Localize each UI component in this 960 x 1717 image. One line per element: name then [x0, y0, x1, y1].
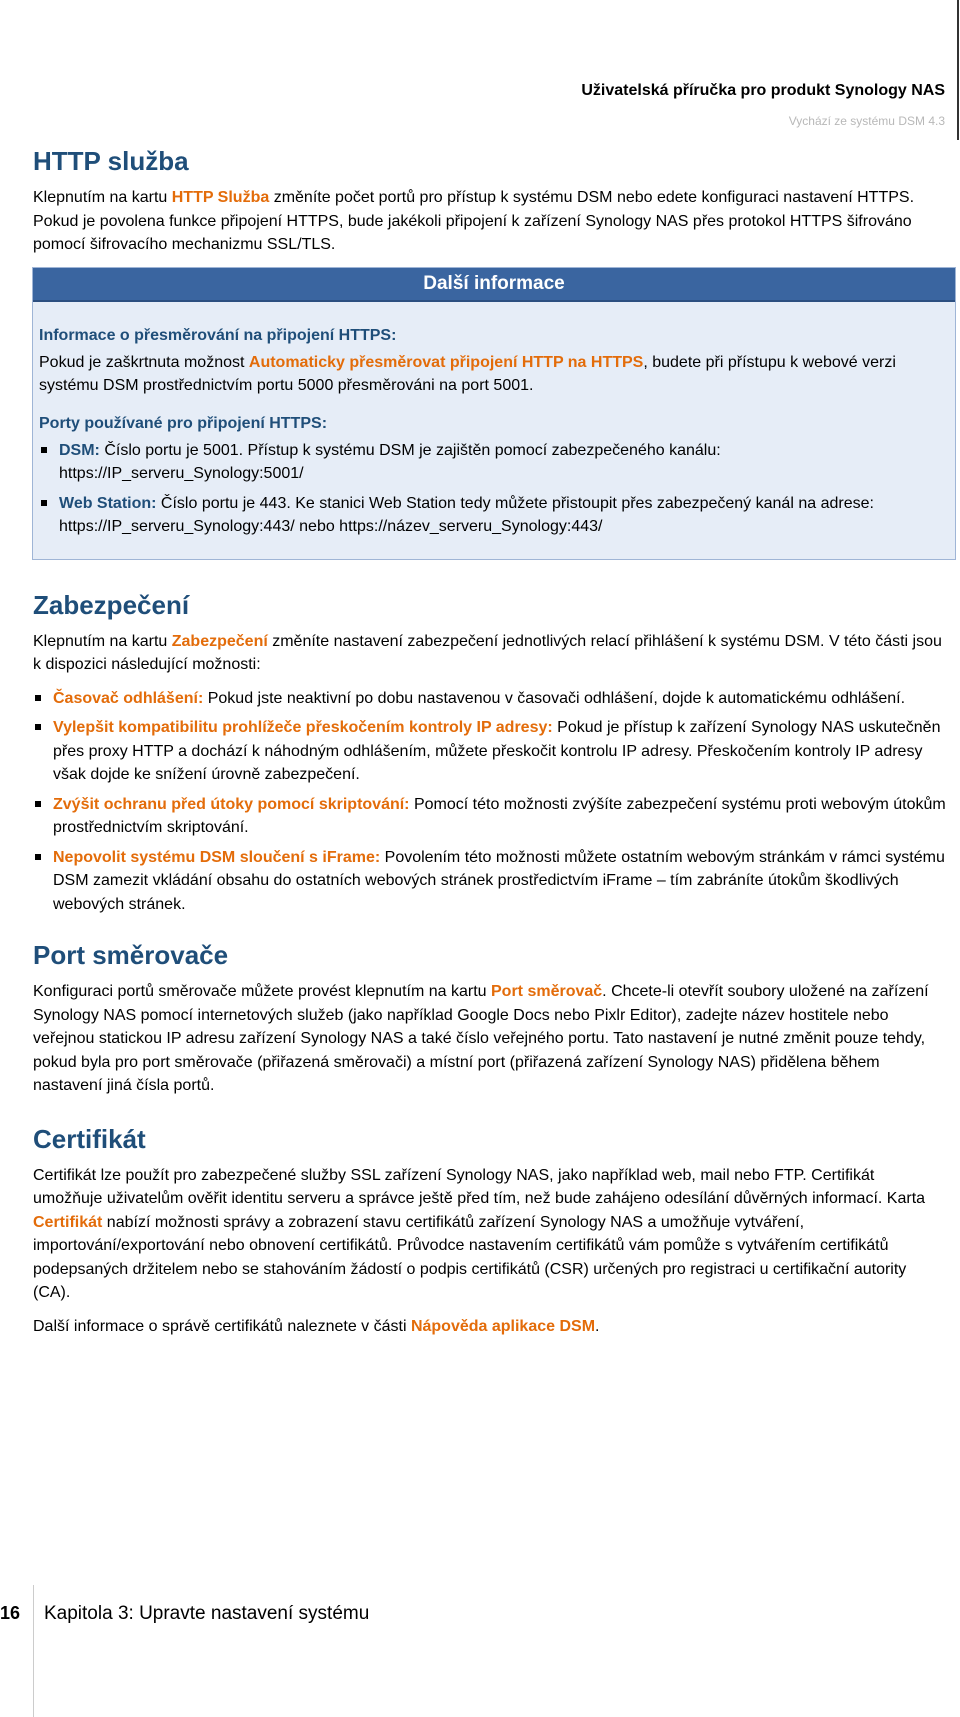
page-number: 16	[0, 1603, 21, 1623]
square-bullet-icon	[35, 695, 41, 701]
square-bullet-icon	[35, 801, 41, 807]
ports-list	[39, 439, 947, 539]
list-item: DSM: Číslo portu je 5001. Přístup k systému DSM je zajištěn pomocí zabezpečeného kanálu: https://IP_serveru_Synology:5001/	[39, 439, 947, 486]
security-tab-link: Zabezpečení	[171, 632, 268, 650]
square-bullet-icon	[35, 724, 41, 730]
square-bullet-icon	[41, 500, 47, 506]
footer-rule	[33, 1585, 34, 1717]
list-item: Vylepšit kompatibilitu prohlížeče přeskočením kontroly IP adresy: Pokud je přístup k zařízení Synology NAS uskutečněn přes proxy HTTP a dochází k náhodným odhlášením, můžete přeskočit kontrolu IP adresy. Přeskočením kontroly IP adresy však dojde ke snížení úrovně zabezpečení.	[33, 716, 948, 787]
section-heading-certificate: Certifikát	[33, 1123, 146, 1154]
dsm-help-link[interactable]: Nápověda aplikace DSM	[410, 1317, 596, 1335]
auto-redirect-option: Automaticky přesměrovat připojení HTTP na HTTPS	[248, 353, 644, 371]
info-subheading-ports: Porty používané pro připojení HTTPS:	[39, 414, 328, 432]
list-item: Nepovolit systému DSM sloučení s iFrame: Povolením této možnosti můžete ostatním webovým stránkám v rámci systému DSM zamezit vkládání obsahu do ostatních webových stránek prostředictvím iFrame – tím zabráníte útokům škodlivých webových stránek.	[33, 846, 948, 917]
square-bullet-icon	[41, 447, 47, 453]
chapter-title: Kapitola 3: Upravte nastavení systému	[44, 1603, 370, 1624]
security-options-list	[33, 687, 948, 917]
router-port-tab-link: Port směrovač	[491, 983, 603, 1000]
list-item: Web Station: Číslo portu je 443. Ke stanici Web Station tedy můžete přistoupit přes zabezpečený kanál na adrese: https://IP_serveru_Synology:443/ nebo https://název_serveru_Synology:443/	[39, 492, 947, 539]
security-paragraph: Klepnutím na kartu Zabezpečení změníte nastavení zabezpečení jednotlivých relací přihlášení k systému DSM. V této části jsou k dispozici následující možnosti:	[33, 632, 942, 673]
router-paragraph: Konfiguraci portů směrovače můžete provést klepnutím na kartu Port směrovač. Chcete-li otevřít soubory uložené na zařízení Synology NAS pomocí internetových služeb (jako například Google Docs nebo Pixlr Editor), zadejte název hostitele nebo veřejnou statickou IP adresu zařízení Synology NAS a také číslo veřejného portu. Tato nastavení je nutné změnit pouze tehdy, pokud byla pro port směrovače (přiřazená směrovači) a místní port (přiřazená zařízení Synology NAS) přidělena během nastavení jiná čísla portů.	[33, 983, 929, 1094]
info-redirect-paragraph: Pokud je zaškrtnuta možnost Automaticky přesměrovat připojení HTTP na HTTPS, budete při přístupu k webové verzi systému DSM prostřednictvím portu 5000 přesměrováni na port 5001.	[39, 353, 896, 394]
header-rule	[957, 0, 959, 140]
page-content	[33, 146, 948, 1348]
list-item: Časovač odhlášení: Pokud jste neaktivní po dobu nastavenou v časovači odhlášení, dojde k automatickému odhlášení.	[33, 687, 948, 711]
info-subheading-redirect: Informace o přesměrování na připojení HTTPS:	[39, 326, 397, 344]
certificate-help-paragraph: Další informace o správě certifikátů naleznete v části Nápověda aplikace DSM.	[33, 1317, 600, 1335]
certificate-paragraph: Certifikát lze použít pro zabezpečené služby SSL zařízení Synology NAS, jako například web, mail nebo FTP. Certifikát umožňuje uživatelům ověřit identitu serveru a správce ještě před tím, než bude zahájeno odesílání důvěrných informací. Karta Certifikát nabízí možnosti správy a zobrazení stavu certifikátů zařízení Synology NAS a umožňuje vytváření, importování/exportování nebo obnovení certifikátů. Průvodce nastavením certifikátů vám pomůže s vytvářením certifikátů podepsaných držitelem nebo se stahováním žádostí o podpis certifikátů (CSR) určených pro registraci u certifikační autority (CA).	[33, 1166, 926, 1301]
info-box	[32, 267, 956, 560]
section-heading-router-port: Port směrovače	[33, 940, 229, 970]
section-heading-security: Zabezpečení	[33, 589, 190, 620]
list-item: Zvýšit ochranu před útoky pomocí skriptování: Pomocí této možnosti zvýšíte zabezpečení systému proti webovým útokům prostřednictvím skriptování.	[33, 793, 948, 840]
section-heading-http: HTTP služba	[33, 146, 189, 176]
info-box-title: Další informace	[33, 268, 955, 302]
square-bullet-icon	[35, 854, 41, 860]
http-service-link: HTTP Služba	[171, 189, 270, 206]
certificate-tab-link: Certifikát	[33, 1213, 103, 1231]
document-version: Vychází ze systému DSM 4.3	[788, 114, 945, 128]
http-paragraph: Klepnutím na kartu HTTP Služba změníte počet portů pro přístup k systému DSM nebo edete konfiguraci nastavení HTTPS. Pokud je povolena funkce připojení HTTPS, bude jakékoli připojení k zařízení Synology NAS přes protokol HTTPS šifrováno pomocí šifrovacího mechanizmu SSL/TLS.	[33, 189, 915, 253]
document-title: Uživatelská příručka pro produkt Synology NAS	[581, 82, 945, 99]
